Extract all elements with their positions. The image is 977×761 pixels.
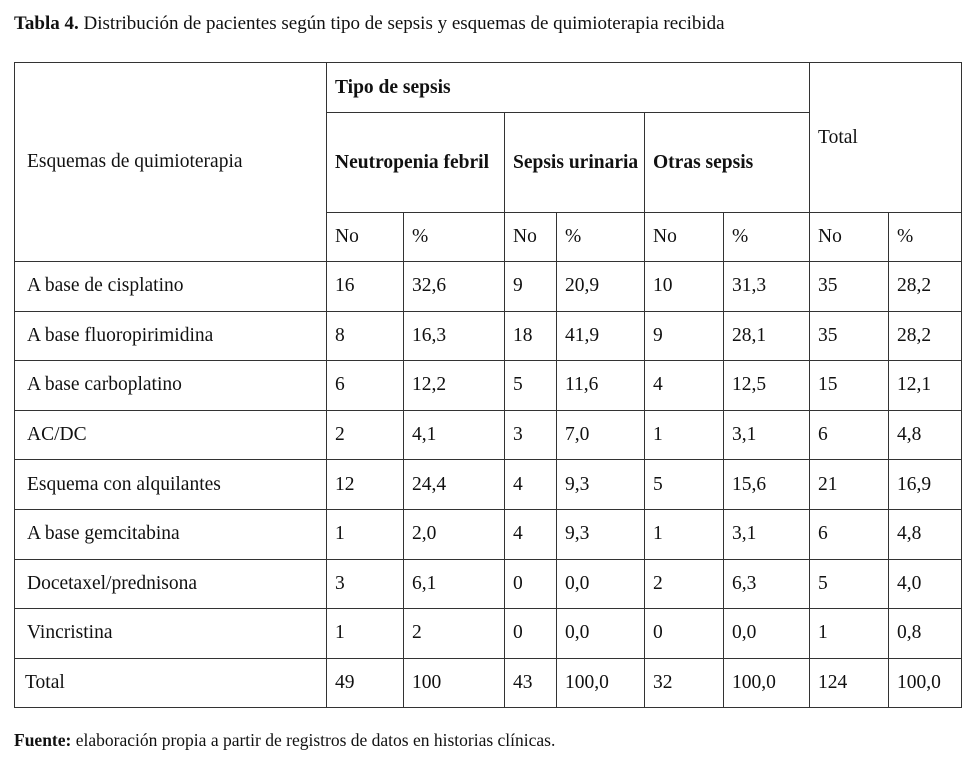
- footer-label: Fuente:: [14, 730, 72, 750]
- percent-cell: 100: [404, 658, 505, 708]
- count-cell: 5: [645, 460, 724, 510]
- count-cell: 1: [645, 410, 724, 460]
- count-cell: 21: [810, 460, 889, 510]
- count-cell: 4: [505, 460, 557, 510]
- caption-label: Tabla 4.: [14, 13, 79, 34]
- row-header: Esquemas de quimioterapia: [15, 63, 327, 262]
- percent-cell: 16,3: [404, 311, 505, 361]
- table-row: [15, 460, 962, 510]
- percent-cell: 12,2: [404, 361, 505, 411]
- sub-header-pct: %: [557, 213, 645, 262]
- count-cell: 12: [327, 460, 404, 510]
- col-group-header: Neutropenia febril: [327, 113, 505, 213]
- count-cell: 1: [327, 509, 404, 559]
- percent-cell: 41,9: [557, 311, 645, 361]
- count-cell: 18: [505, 311, 557, 361]
- sepsis-chemotherapy-table: [14, 62, 962, 708]
- sub-header-pct: %: [404, 213, 505, 262]
- count-cell: 32: [645, 658, 724, 708]
- sub-header-pct: %: [724, 213, 810, 262]
- count-cell: 124: [810, 658, 889, 708]
- count-cell: 6: [810, 509, 889, 559]
- count-cell: 4: [505, 509, 557, 559]
- count-cell: 4: [645, 361, 724, 411]
- row-label: A base carboplatino: [15, 361, 327, 411]
- percent-cell: 9,3: [557, 509, 645, 559]
- percent-cell: 20,9: [557, 262, 645, 312]
- count-cell: 0: [505, 559, 557, 609]
- table-source-note: [14, 729, 555, 751]
- percent-cell: 100,0: [724, 658, 810, 708]
- row-label: A base gemcitabina: [15, 509, 327, 559]
- percent-cell: 4,8: [889, 509, 962, 559]
- percent-cell: 9,3: [557, 460, 645, 510]
- percent-cell: 11,6: [557, 361, 645, 411]
- table-row: [15, 311, 962, 361]
- percent-cell: 28,2: [889, 311, 962, 361]
- count-cell: 1: [645, 509, 724, 559]
- percent-cell: 6,1: [404, 559, 505, 609]
- count-cell: 1: [810, 609, 889, 659]
- count-cell: 35: [810, 262, 889, 312]
- percent-cell: 0,0: [557, 609, 645, 659]
- row-label: A base de cisplatino: [15, 262, 327, 312]
- sub-header-no: No: [810, 213, 889, 262]
- percent-cell: 12,1: [889, 361, 962, 411]
- count-cell: 6: [810, 410, 889, 460]
- percent-cell: 4,1: [404, 410, 505, 460]
- percent-cell: 6,3: [724, 559, 810, 609]
- count-cell: 49: [327, 658, 404, 708]
- percent-cell: 100,0: [889, 658, 962, 708]
- percent-cell: 0,0: [724, 609, 810, 659]
- count-cell: 5: [505, 361, 557, 411]
- table-row: [15, 559, 962, 609]
- group-header: Tipo de sepsis: [327, 63, 810, 113]
- col-group-header: Otras sepsis: [645, 113, 810, 213]
- count-cell: 43: [505, 658, 557, 708]
- count-cell: 2: [645, 559, 724, 609]
- count-cell: 10: [645, 262, 724, 312]
- count-cell: 9: [645, 311, 724, 361]
- percent-cell: 31,3: [724, 262, 810, 312]
- table-row: [15, 262, 962, 312]
- total-header: Total: [810, 63, 962, 213]
- count-cell: 0: [645, 609, 724, 659]
- percent-cell: 0,0: [557, 559, 645, 609]
- table-row: [15, 410, 962, 460]
- percent-cell: 12,5: [724, 361, 810, 411]
- count-cell: 8: [327, 311, 404, 361]
- percent-cell: 24,4: [404, 460, 505, 510]
- percent-cell: 3,1: [724, 410, 810, 460]
- count-cell: 2: [327, 410, 404, 460]
- percent-cell: 4,8: [889, 410, 962, 460]
- percent-cell: 2,0: [404, 509, 505, 559]
- table-row: [15, 609, 962, 659]
- percent-cell: 28,2: [889, 262, 962, 312]
- sub-header-no: No: [327, 213, 404, 262]
- count-cell: 15: [810, 361, 889, 411]
- percent-cell: 15,6: [724, 460, 810, 510]
- percent-cell: 32,6: [404, 262, 505, 312]
- percent-cell: 16,9: [889, 460, 962, 510]
- footer-text: elaboración propia a partir de registros de datos en historias clínicas.: [71, 730, 556, 750]
- row-label: A base fluoropirimidina: [15, 311, 327, 361]
- percent-cell: 2: [404, 609, 505, 659]
- table-total-row: [15, 658, 962, 708]
- count-cell: 6: [327, 361, 404, 411]
- percent-cell: 0,8: [889, 609, 962, 659]
- row-label: AC/DC: [15, 410, 327, 460]
- percent-cell: 100,0: [557, 658, 645, 708]
- count-cell: 3: [327, 559, 404, 609]
- percent-cell: 3,1: [724, 509, 810, 559]
- col-group-header: Sepsis urinaria: [505, 113, 645, 213]
- caption-text: Distribución de pacientes según tipo de sepsis y esquemas de quimioterapia recibida: [78, 13, 725, 34]
- sub-header-pct: %: [889, 213, 962, 262]
- count-cell: 1: [327, 609, 404, 659]
- count-cell: 5: [810, 559, 889, 609]
- row-label: Esquema con alquilantes: [15, 460, 327, 510]
- percent-cell: 28,1: [724, 311, 810, 361]
- row-label: Total: [15, 658, 327, 708]
- row-label: Vincristina: [15, 609, 327, 659]
- percent-cell: 7,0: [557, 410, 645, 460]
- table-caption: [14, 12, 725, 36]
- sub-header-no: No: [505, 213, 557, 262]
- count-cell: 16: [327, 262, 404, 312]
- count-cell: 3: [505, 410, 557, 460]
- count-cell: 9: [505, 262, 557, 312]
- count-cell: 35: [810, 311, 889, 361]
- table-row: [15, 361, 962, 411]
- sub-header-no: No: [645, 213, 724, 262]
- row-label: Docetaxel/prednisona: [15, 559, 327, 609]
- count-cell: 0: [505, 609, 557, 659]
- table-row: [15, 509, 962, 559]
- percent-cell: 4,0: [889, 559, 962, 609]
